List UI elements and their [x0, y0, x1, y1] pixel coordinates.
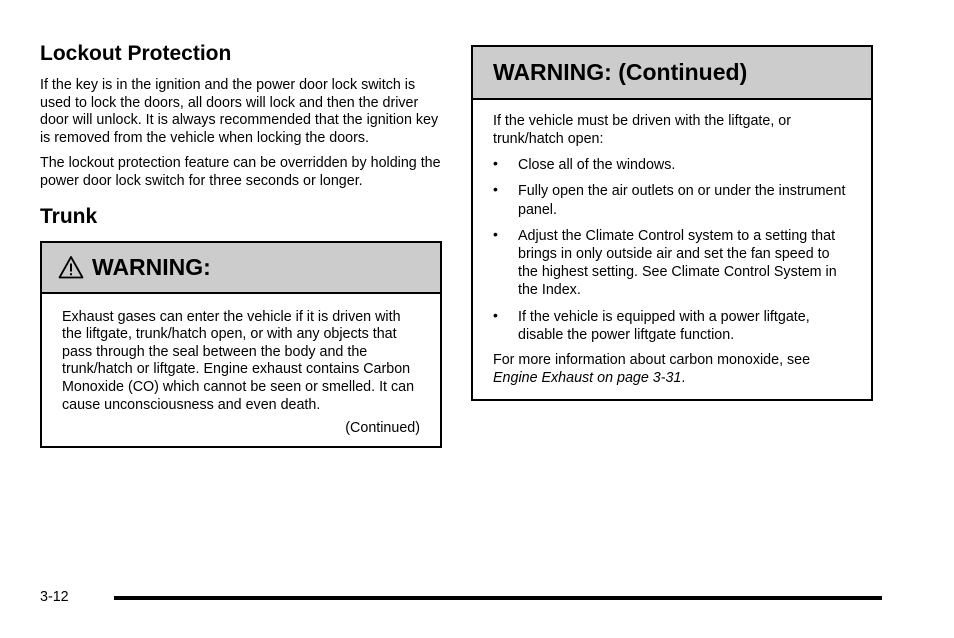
- continued-warning-box: [471, 45, 873, 401]
- trunk-warning-text: Exhaust gases can enter the vehicle if it is driven with the liftgate, trunk/hatch open, or with any objects that pass through the seal between the body and the trunk/hatch or liftgate. Engine exhaust contains Carbon Monoxide (CO) which cannot be seen or smelled. It can cause unconsciousness and even death.: [62, 308, 415, 413]
- continued-warning-title: WARNING: (Continued): [493, 59, 748, 85]
- precaution-list: [493, 156, 851, 344]
- list-item: • Close all of the windows.: [493, 155, 676, 174]
- list-item: • Adjust the Climate Control system to a setting that brings in only outside air and set the fan speed to the highest setting. See Climate Control System in the Index.: [493, 225, 837, 299]
- more-info-text: For more information about carbon monoxide, see Engine Exhaust on page 3-31.: [493, 352, 811, 386]
- engine-exhaust-reference: Engine Exhaust on page 3-31: [493, 369, 682, 386]
- trunk-warning-body: [42, 294, 440, 446]
- bullet-icon: •: [493, 155, 498, 172]
- left-column: [40, 40, 442, 448]
- lockout-paragraph-1: If the key is in the ignition and the power door lock switch is used to lock the doors, all doors will lock and then the driver door will unlock. It is always recommended that the ignition key is removed from the vehicle when locking the doors.: [40, 77, 439, 146]
- lockout-heading: Lockout Protection: [40, 42, 232, 65]
- continued-note: (Continued): [345, 420, 420, 437]
- list-item: • Fully open the air outlets on or under the instrument panel.: [493, 181, 846, 218]
- page-number: 3-12: [40, 589, 69, 605]
- lockout-section: [40, 40, 442, 191]
- trunk-warning-header: [42, 243, 440, 294]
- trunk-heading: Trunk: [40, 204, 98, 228]
- bullet-icon: •: [493, 225, 498, 242]
- trunk-warning-title: WARNING:: [92, 253, 211, 280]
- footer-rule: [114, 596, 882, 600]
- lockout-paragraph-2: The lockout protection feature can be overridden by holding the power door lock switch for three seconds or longer.: [40, 155, 441, 189]
- continued-warning-body: [473, 100, 871, 399]
- trunk-warning-box: [40, 241, 442, 448]
- list-item: • If the vehicle is equipped with a power liftgate, disable the power liftgate function.: [493, 306, 810, 343]
- warning-triangle-icon: [58, 255, 84, 279]
- continued-warning-intro: If the vehicle must be driven with the liftgate, or trunk/hatch open:: [493, 113, 792, 147]
- right-column: [471, 45, 873, 401]
- continued-warning-header: [473, 47, 871, 100]
- bullet-icon: •: [493, 181, 498, 198]
- bullet-icon: •: [493, 306, 498, 323]
